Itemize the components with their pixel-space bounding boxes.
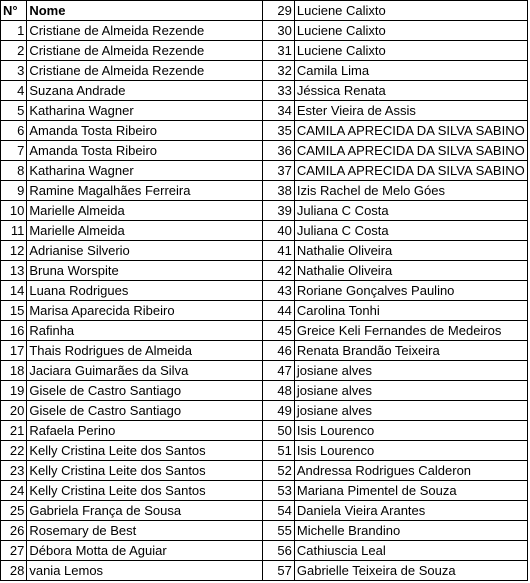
table-cell: 3 [1, 61, 27, 81]
table-row [1, 81, 528, 101]
table-cell: 51 [263, 441, 294, 461]
table-cell: 25 [1, 501, 27, 521]
table-cell: Michelle Brandino [294, 521, 527, 541]
table-cell: 12 [1, 241, 27, 261]
table-cell: Luana Rodrigues [27, 281, 263, 301]
table-row [1, 61, 528, 81]
table-cell: 14 [1, 281, 27, 301]
table-cell: 33 [263, 81, 294, 101]
table-cell: Jéssica Renata [294, 81, 527, 101]
table-cell: 48 [263, 381, 294, 401]
table-cell: Nathalie Oliveira [294, 261, 527, 281]
table-row [1, 181, 528, 201]
table-cell: 56 [263, 541, 294, 561]
table-row [1, 301, 528, 321]
table-cell: 55 [263, 521, 294, 541]
table-cell: Suzana Andrade [27, 81, 263, 101]
table-cell: 50 [263, 421, 294, 441]
table-row [1, 441, 528, 461]
table-row [1, 421, 528, 441]
table-cell: 7 [1, 141, 27, 161]
table-cell: Isis Lourenco [294, 421, 527, 441]
table-row [1, 561, 528, 581]
table-cell: Gabriela França de Sousa [27, 501, 263, 521]
table-cell: 38 [263, 181, 294, 201]
table-cell: 43 [263, 281, 294, 301]
table-row [1, 501, 528, 521]
table-cell: 54 [263, 501, 294, 521]
table-row [1, 141, 528, 161]
table-row [1, 41, 528, 61]
table-cell: 1 [1, 21, 27, 41]
table-cell: 11 [1, 221, 27, 241]
table-row [1, 281, 528, 301]
table-cell: 15 [1, 301, 27, 321]
table-cell: 21 [1, 421, 27, 441]
table-cell: 4 [1, 81, 27, 101]
table-cell: 46 [263, 341, 294, 361]
table-cell: Gisele de Castro Santiago [27, 381, 263, 401]
table-cell: Katharina Wagner [27, 101, 263, 121]
table-row [1, 321, 528, 341]
table-cell: 24 [1, 481, 27, 501]
table-cell: 9 [1, 181, 27, 201]
table-row [1, 361, 528, 381]
table-cell: 52 [263, 461, 294, 481]
table-cell: Daniela Vieira Arantes [294, 501, 527, 521]
table-cell: CAMILA APRECIDA DA SILVA SABINO [294, 121, 527, 141]
table-cell: CAMILA APRECIDA DA SILVA SABINO [294, 161, 527, 181]
table-cell: Luciene Calixto [294, 21, 527, 41]
table-row [1, 201, 528, 221]
table-cell: josiane alves [294, 381, 527, 401]
table-row [1, 241, 528, 261]
table-cell: 37 [263, 161, 294, 181]
table-cell: Cathiuscia Leal [294, 541, 527, 561]
table-cell: Kelly Cristina Leite dos Santos [27, 441, 263, 461]
header-name: Nome [27, 1, 263, 21]
table-cell: vania Lemos [27, 561, 263, 581]
table-cell: 30 [263, 21, 294, 41]
table-row [1, 401, 528, 421]
table-row [1, 341, 528, 361]
table-cell: Amanda Tosta Ribeiro [27, 141, 263, 161]
table-cell: Amanda Tosta Ribeiro [27, 121, 263, 141]
table-cell: Juliana C Costa [294, 221, 527, 241]
table-cell: 40 [263, 221, 294, 241]
table-cell: Ramine Magalhães Ferreira [27, 181, 263, 201]
table-cell: 35 [263, 121, 294, 141]
table-row [1, 381, 528, 401]
table-cell: Cristiane de Almeida Rezende [27, 21, 263, 41]
table-cell: Mariana Pimentel de Souza [294, 481, 527, 501]
table-cell: Nathalie Oliveira [294, 241, 527, 261]
table-cell: 36 [263, 141, 294, 161]
table-row [1, 461, 528, 481]
table-cell: Gisele de Castro Santiago [27, 401, 263, 421]
table-cell: Kelly Cristina Leite dos Santos [27, 461, 263, 481]
table-cell: Rafaela Perino [27, 421, 263, 441]
table-body [1, 1, 528, 581]
table-cell: 49 [263, 401, 294, 421]
table-cell: josiane alves [294, 401, 527, 421]
table-cell: Camila Lima [294, 61, 527, 81]
table-cell: Renata Brandão Teixeira [294, 341, 527, 361]
table-cell: Katharina Wagner [27, 161, 263, 181]
table-row [1, 541, 528, 561]
header-row [1, 1, 528, 21]
table-cell: 32 [263, 61, 294, 81]
table-cell: Luciene Calixto [294, 41, 527, 61]
table-cell: Cristiane de Almeida Rezende [27, 61, 263, 81]
table-cell: Adrianise Silverio [27, 241, 263, 261]
table-cell: 29 [263, 1, 294, 21]
table-cell: 44 [263, 301, 294, 321]
table-cell: Thais Rodrigues de Almeida [27, 341, 263, 361]
table-cell: 28 [1, 561, 27, 581]
table-cell: Greice Keli Fernandes de Medeiros [294, 321, 527, 341]
header-number: N° [1, 1, 27, 21]
table-cell: 45 [263, 321, 294, 341]
table-cell: 47 [263, 361, 294, 381]
table-cell: 53 [263, 481, 294, 501]
table-cell: 6 [1, 121, 27, 141]
table-cell: 26 [1, 521, 27, 541]
table-cell: Ester Vieira de Assis [294, 101, 527, 121]
table-cell: 13 [1, 261, 27, 281]
table-row [1, 521, 528, 541]
table-cell: Isis Lourenco [294, 441, 527, 461]
table-cell: Gabrielle Teixeira de Souza [294, 561, 527, 581]
table-cell: 22 [1, 441, 27, 461]
table-cell: 17 [1, 341, 27, 361]
table-cell: Carolina Tonhi [294, 301, 527, 321]
table-cell: 42 [263, 261, 294, 281]
table-cell: Marielle Almeida [27, 221, 263, 241]
table-cell: 16 [1, 321, 27, 341]
table-cell: 20 [1, 401, 27, 421]
table-row [1, 261, 528, 281]
table-row [1, 221, 528, 241]
table-cell: Rafinha [27, 321, 263, 341]
table-cell: 39 [263, 201, 294, 221]
table-cell: 18 [1, 361, 27, 381]
table-cell: Andressa Rodrigues Calderon [294, 461, 527, 481]
table-cell: 27 [1, 541, 27, 561]
table-cell: Cristiane de Almeida Rezende [27, 41, 263, 61]
table-cell: CAMILA APRECIDA DA SILVA SABINO [294, 141, 527, 161]
table-row [1, 481, 528, 501]
table-cell: Juliana C Costa [294, 201, 527, 221]
table-cell: 41 [263, 241, 294, 261]
table-row [1, 161, 528, 181]
table-cell: Bruna Worspite [27, 261, 263, 281]
table-cell: 23 [1, 461, 27, 481]
table-row [1, 21, 528, 41]
table-cell: Marisa Aparecida Ribeiro [27, 301, 263, 321]
table-cell: Luciene Calixto [294, 1, 527, 21]
table-row [1, 101, 528, 121]
table-cell: 19 [1, 381, 27, 401]
table-cell: Jaciara Guimarães da Silva [27, 361, 263, 381]
table-cell: 57 [263, 561, 294, 581]
table-cell: 2 [1, 41, 27, 61]
table-cell: 5 [1, 101, 27, 121]
table-cell: 8 [1, 161, 27, 181]
table-cell: 31 [263, 41, 294, 61]
table-cell: josiane alves [294, 361, 527, 381]
table-cell: 34 [263, 101, 294, 121]
table-row [1, 121, 528, 141]
table-cell: Kelly Cristina Leite dos Santos [27, 481, 263, 501]
table-cell: Marielle Almeida [27, 201, 263, 221]
table-cell: 10 [1, 201, 27, 221]
table-cell: Izis Rachel de Melo Góes [294, 181, 527, 201]
table-cell: Rosemary de Best [27, 521, 263, 541]
table-cell: Débora Motta de Aguiar [27, 541, 263, 561]
table-cell: Roriane Gonçalves Paulino [294, 281, 527, 301]
